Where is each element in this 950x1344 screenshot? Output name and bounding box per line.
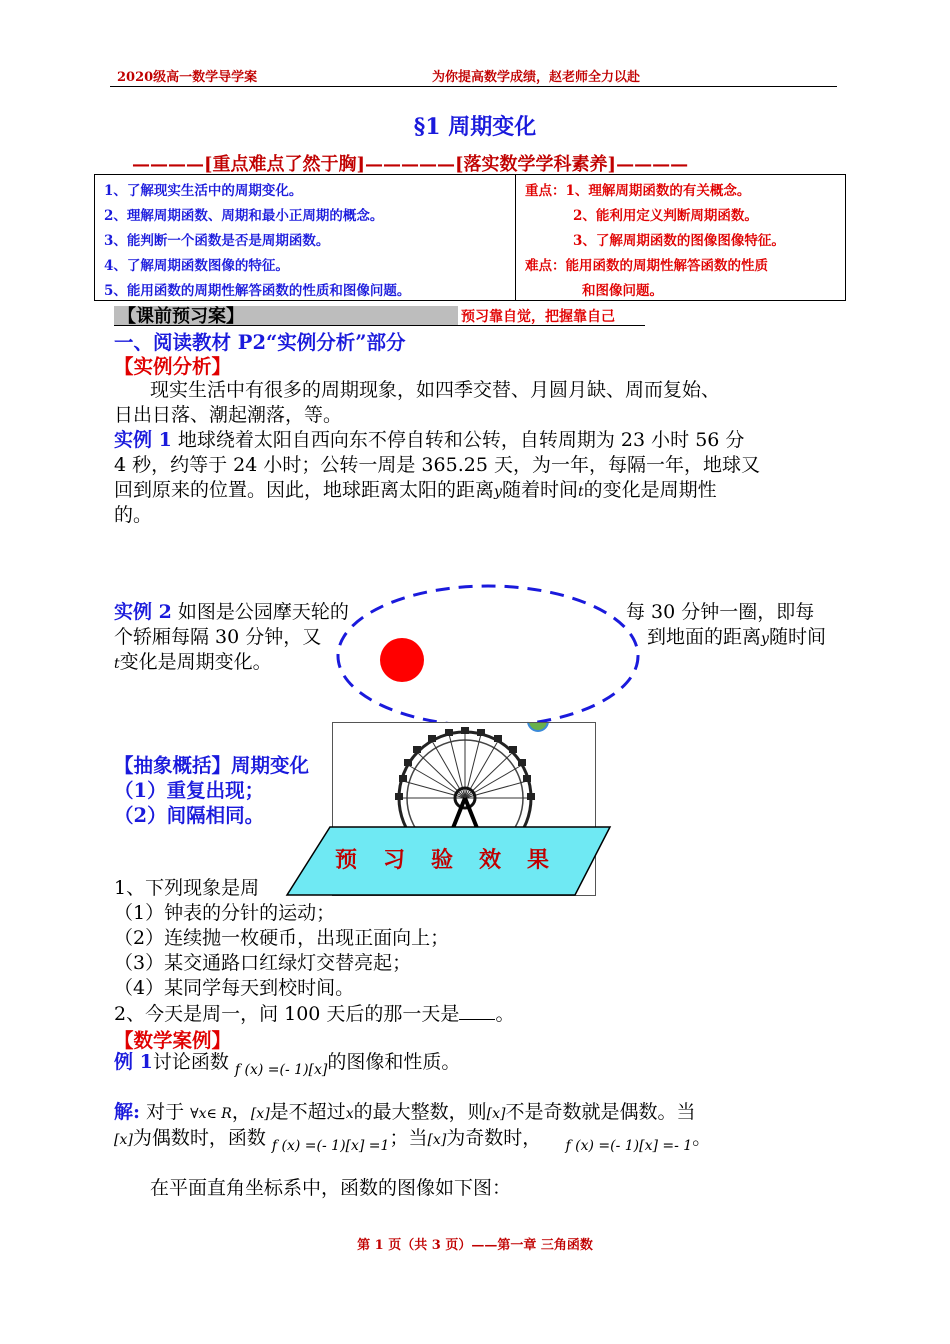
answer-blank[interactable] bbox=[459, 1001, 495, 1020]
header-left: 2020级高一数学导学案 bbox=[117, 70, 258, 85]
abstract-heading: 【抽象概括】周期变化 bbox=[114, 754, 310, 777]
intro-line: 现实生活中有很多的周期现象，如四季交替、月圆月缺、周而复始、 bbox=[150, 379, 721, 401]
variable-t: t bbox=[577, 484, 584, 500]
graph-intro: 在平面直角坐标系中，函数的图像如下图： bbox=[150, 1177, 512, 1199]
solution-text: 。 bbox=[692, 1127, 712, 1149]
key-point-item: 难点：能用函数的周期性解答函数的性质 bbox=[525, 258, 768, 274]
exercise-option: （2）连续抛一枚硬币，出现正面向上； bbox=[114, 927, 450, 949]
solution-text: 是不超过 bbox=[269, 1101, 346, 1123]
key-point-item: 3、了解周期函数的图像图像特征。 bbox=[573, 233, 785, 249]
solution-text: 不是奇数就是偶数。当 bbox=[505, 1101, 696, 1123]
page-footer: 第 1 页（共 3 页）——第一章 三角函数 bbox=[357, 1238, 593, 1253]
example-2-label: 实例 2 bbox=[114, 601, 172, 623]
solution-formula: f (x) =(- 1)[x] =1 bbox=[271, 1138, 390, 1154]
intro-line: 日出日落、潮起潮落，等。 bbox=[114, 404, 343, 426]
solution-formula: [x] bbox=[486, 1106, 506, 1122]
exercise-option: （1）钟表的分针的运动； bbox=[114, 902, 336, 924]
example-1-line bbox=[114, 478, 717, 505]
variable-t: t bbox=[114, 656, 120, 672]
ferris-wheel-diagram bbox=[335, 583, 645, 733]
example-2-text: 变化是周期变化。 bbox=[119, 651, 272, 673]
variable-y: y bbox=[494, 484, 502, 500]
preview-label: 【课前预习案】 bbox=[118, 306, 244, 327]
example-1-line: 4 秒，约等于 24 小时；公转一周是 365.25 天，为一年，每隔一年，地球又 bbox=[114, 454, 760, 476]
solution-formula: [x] bbox=[427, 1132, 447, 1148]
goals-table-divider bbox=[515, 174, 516, 301]
abstract-item: （2）间隔相同。 bbox=[114, 804, 265, 827]
case-1-text: 的图像和性质。 bbox=[327, 1051, 461, 1073]
solution-text: 为奇数时， bbox=[446, 1127, 542, 1149]
example-1-line bbox=[114, 428, 744, 453]
solution-text: ；当 bbox=[389, 1127, 428, 1149]
question-text: 。 bbox=[495, 1003, 515, 1025]
exercise-question: 1、下列现象是周 bbox=[114, 877, 260, 899]
solution-text: 为偶数时，函数 bbox=[132, 1127, 266, 1149]
solution-formula: [x] bbox=[114, 1132, 133, 1148]
solution-formula: [x] bbox=[250, 1106, 270, 1122]
example-1-label: 实例 1 bbox=[114, 429, 172, 451]
case-1-text: 讨论函数 bbox=[152, 1051, 229, 1073]
variable-y: y bbox=[761, 631, 769, 647]
abstract-item: （1）重复出现； bbox=[114, 779, 265, 802]
header-rule bbox=[110, 86, 837, 87]
key-point-item: 2、能利用定义判断周期函数。 bbox=[573, 208, 758, 224]
example-1-text: 随着时间 bbox=[501, 479, 578, 501]
example-2-line bbox=[114, 650, 272, 677]
section-heading: 一、阅读教材 P2“实例分析”部分 bbox=[114, 331, 406, 354]
page-title: §1 周期变化 bbox=[413, 114, 537, 140]
function-formula: f (x) =(- 1)[x] bbox=[234, 1062, 328, 1078]
exercise-option: （4）某同学每天到校时间。 bbox=[114, 977, 355, 999]
solution-formula: f (x) =(- 1)[x] =- 1 bbox=[565, 1138, 693, 1154]
cabin-dot bbox=[380, 638, 424, 682]
math-cases-heading: 【数学案例】 bbox=[114, 1029, 232, 1052]
preview-note: 预习靠自觉，把握靠自己 bbox=[461, 309, 615, 325]
key-point-item: 和图像问题。 bbox=[582, 283, 663, 299]
solution-text: 的最大整数，则 bbox=[353, 1101, 487, 1123]
solution-text: 对于 bbox=[146, 1101, 185, 1123]
example-1-text: 地球绕着太阳自西向东不停自转和公转，自转周期为 23 小时 56 分 bbox=[177, 429, 745, 451]
example-2-text: 随时间 bbox=[768, 626, 826, 648]
example-2-text: 每 30 分钟一圈，即每 bbox=[626, 601, 815, 623]
example-analysis-heading: 【实例分析】 bbox=[114, 355, 232, 378]
exercise-option: （3）某交通路口红绿灯交替亮起； bbox=[114, 952, 412, 974]
solution-line bbox=[114, 1100, 695, 1127]
example-1-line: 的。 bbox=[114, 504, 153, 526]
header-right: 为你提高数学成绩，赵老师全力以赴 bbox=[432, 70, 641, 85]
example-2-line bbox=[114, 600, 349, 625]
goals-banner: ————[重点难点了然于胸]—————[落实数学学科素养]———— bbox=[132, 154, 689, 175]
preview-effect-label: 预习验效果 bbox=[335, 848, 576, 873]
case-1-line bbox=[114, 1050, 460, 1077]
solution-formula: x bbox=[345, 1106, 354, 1122]
example-2-line bbox=[647, 625, 826, 652]
example-1-text: 的变化是周期性 bbox=[583, 479, 717, 501]
solution-formula: ∀x∈ R bbox=[190, 1106, 232, 1122]
goal-item: 5、能用函数的周期性解答函数的性质和图像问题。 bbox=[104, 283, 411, 299]
goal-item: 3、能判断一个函数是否是周期函数。 bbox=[104, 233, 330, 249]
solution-text: ， bbox=[231, 1101, 251, 1123]
example-2-text: 如图是公园摩天轮的 bbox=[177, 601, 349, 623]
question-text: 2、今天是周一，问 100 天后的那一天是 bbox=[114, 1003, 460, 1025]
exercise-question bbox=[114, 1001, 514, 1027]
example-2-text: 个轿厢每隔 30 分钟，又 bbox=[114, 626, 322, 648]
goal-item: 4、了解周期函数图像的特征。 bbox=[104, 258, 289, 274]
solution-line bbox=[114, 1126, 711, 1153]
key-point-item: 重点：1、理解周期函数的有关概念。 bbox=[525, 183, 751, 199]
solution-label: 解: bbox=[114, 1101, 141, 1123]
goal-item: 2、理解周期函数、周期和最小正周期的概念。 bbox=[104, 208, 384, 224]
goal-item: 1、了解现实生活中的周期变化。 bbox=[104, 183, 303, 199]
example-1-text: 回到原来的位置。因此，地球距离太阳的距离 bbox=[114, 479, 495, 501]
case-1-label: 例 1 bbox=[114, 1051, 153, 1073]
example-2-text: 到地面的距离 bbox=[647, 626, 762, 648]
